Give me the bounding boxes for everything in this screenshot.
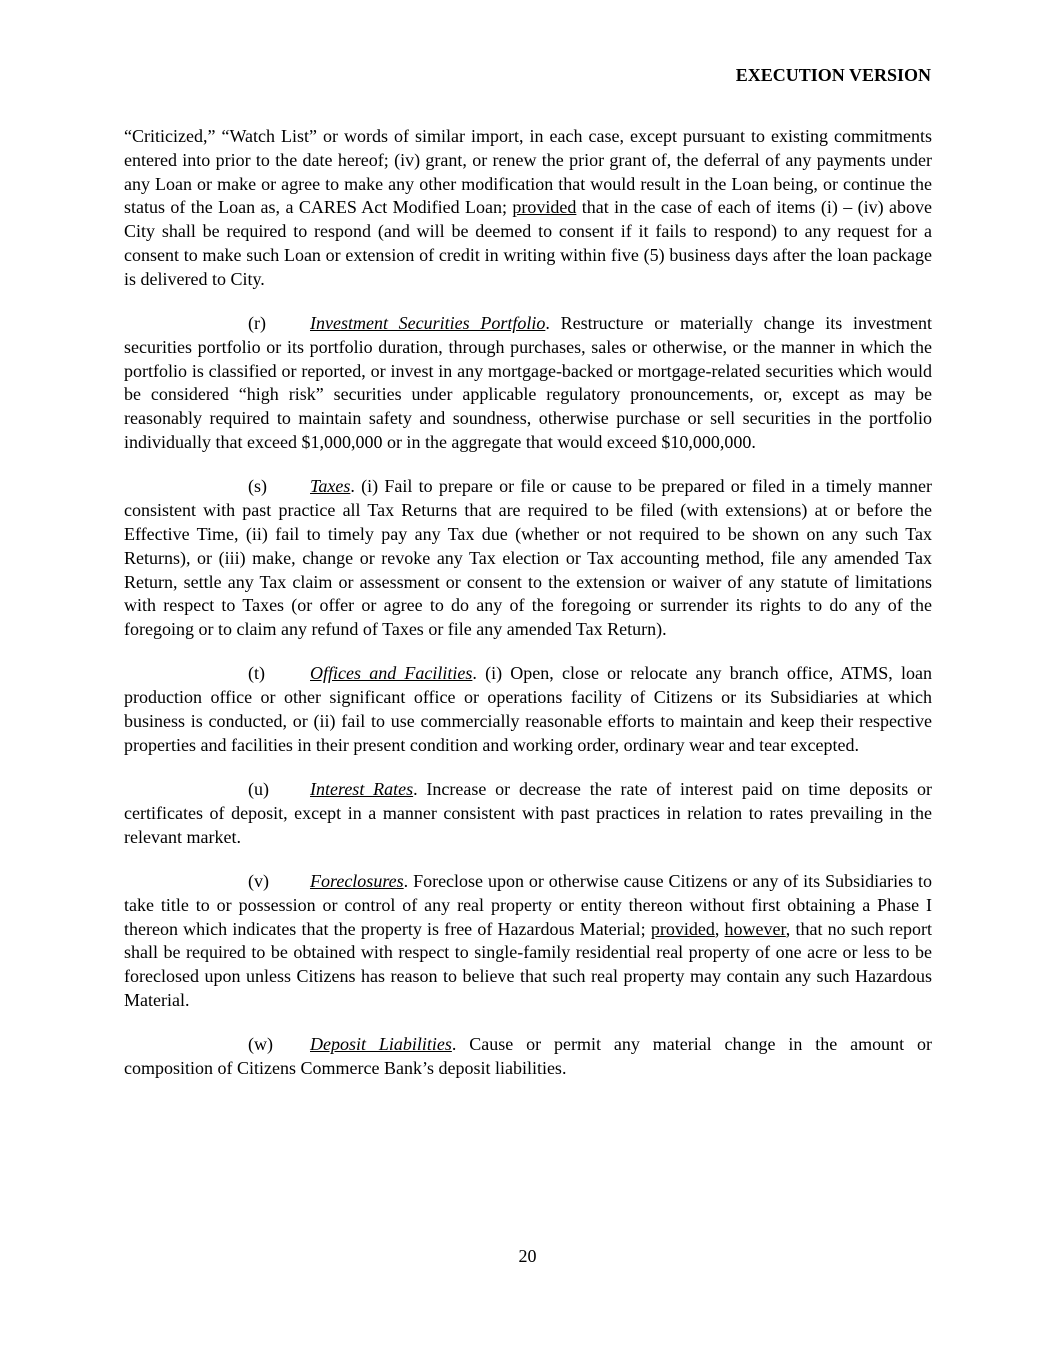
- paragraph-continuation: [124, 125, 932, 292]
- section-heading: Investment Securities Portfolio: [310, 313, 546, 334]
- section-heading-punct: .: [472, 663, 477, 684]
- document-body: [124, 125, 932, 1101]
- section-heading-punct: .: [413, 779, 418, 800]
- section-s: [124, 475, 932, 642]
- section-v: [124, 870, 932, 1013]
- page-number: 20: [518, 1246, 537, 1266]
- section-text: Cause or permit any material change in the amount or composition of Citizens Commerce Bank’s deposit liabilities.: [124, 1034, 932, 1079]
- section-text: (i) Open, close or relocate any branch office, ATMS, loan production office or other significant office or operations facility of Citizens or its Subsidiaries at which business is conducted, or (ii) fail to use commercially reasonable efforts to maintain and keep their respective properties and facilities in their present condition and working order, ordinary wear and tear excepted.: [124, 663, 932, 755]
- section-label: (w): [248, 1034, 273, 1055]
- however-term: however: [724, 918, 786, 939]
- section-heading-punct: .: [545, 313, 550, 334]
- section-heading-punct: .: [451, 1034, 457, 1055]
- section-text: Increase or decrease the rate of interest paid on time deposits or certificates of deposit, except in a manner consistent with past practices in relation to rates prevailing in the relevant market.: [124, 779, 932, 847]
- section-w: [124, 1033, 932, 1081]
- section-heading: Foreclosures: [310, 871, 404, 892]
- section-text: (i) Fail to prepare or file or cause to be prepared or filed in a timely manner consistent with past practice all Tax Returns that are required to be filed (with extensions) at or before the Effective Time, (ii) fail to timely pay any Tax due (whether or not required to be shown on any such Tax Returns), or (iii) make, change or revoke any Tax election or Tax accounting method, file any amended Tax Return, settle any Tax claim or assessment or consent to the extension or waiver of any statute of limitations with respect to Taxes (or offer or agree to do any of the foregoing or surrender its rights to do any of the foregoing or to claim any refund of Taxes or file any amended Tax Return).: [124, 476, 932, 640]
- provided-term: provided: [650, 918, 715, 939]
- section-t: [124, 662, 932, 757]
- section-label: (r): [248, 313, 266, 334]
- section-heading: Taxes: [310, 476, 351, 497]
- section-r: [124, 312, 932, 455]
- section-label: (t): [248, 663, 265, 684]
- section-text-2: , that no such report shall be required to be obtained with respect to single-family residential real property of one acre or less to be foreclosed upon unless Citizens has reason to believe that such real property may contain any such Hazardous Material.: [124, 918, 932, 1010]
- section-label: (s): [248, 476, 267, 497]
- provided-term: provided: [512, 197, 577, 218]
- section-heading: Deposit Liabilities: [310, 1034, 452, 1055]
- execution-version-label: EXECUTION VERSION: [735, 65, 931, 85]
- section-label: (v): [248, 871, 269, 892]
- section-u: [124, 778, 932, 849]
- section-heading-punct: .: [403, 871, 409, 892]
- section-text-1: Foreclose upon or otherwise cause Citizens or any of its Subsidiaries to take title to or possession or control of any real property or entity thereon without first obtaining a Phase I thereon which indicates that the property is free of Hazardous Material;: [124, 871, 932, 939]
- section-text: Restructure or materially change its investment securities portfolio or its portfolio duration, through purchases, sales or otherwise, or the manner in which the portfolio is classified or reported, or invest in any mortgage-backed or mortgage-related securities which would be considered “high risk” securities under applicable regulatory pronouncements, or, except as may be reasonably required to maintain safety and soundness, otherwise purchase or sell securities in the portfolio individually that exceed $1,000,000 or in the aggregate that would exceed $10,000,000.: [124, 313, 932, 453]
- term-separator: ,: [714, 918, 725, 939]
- section-label: (u): [248, 779, 269, 800]
- continuation-text-1: “Criticized,” “Watch List” or words of similar import, in each case, except pursuant to existing commitments entered into prior to the date hereof; (iv) grant, or renew the prior grant of, the deferral of any payments under any Loan or make or agree to make any other modification that would result in the Loan being, or continue the status of the Loan as, a CARES Act Modified Loan;: [124, 126, 932, 218]
- section-heading-punct: .: [350, 476, 355, 497]
- section-heading: Interest Rates: [310, 779, 414, 800]
- continuation-text-2: that in the case of each of items (i) – (iv) above City shall be required to respond (and will be deemed to consent if it fails to respond) to any request for a consent to make such Loan or extension of credit in writing within five (5) business days after the loan package is delivered to City.: [124, 197, 932, 289]
- section-heading: Offices and Facilities: [310, 663, 473, 684]
